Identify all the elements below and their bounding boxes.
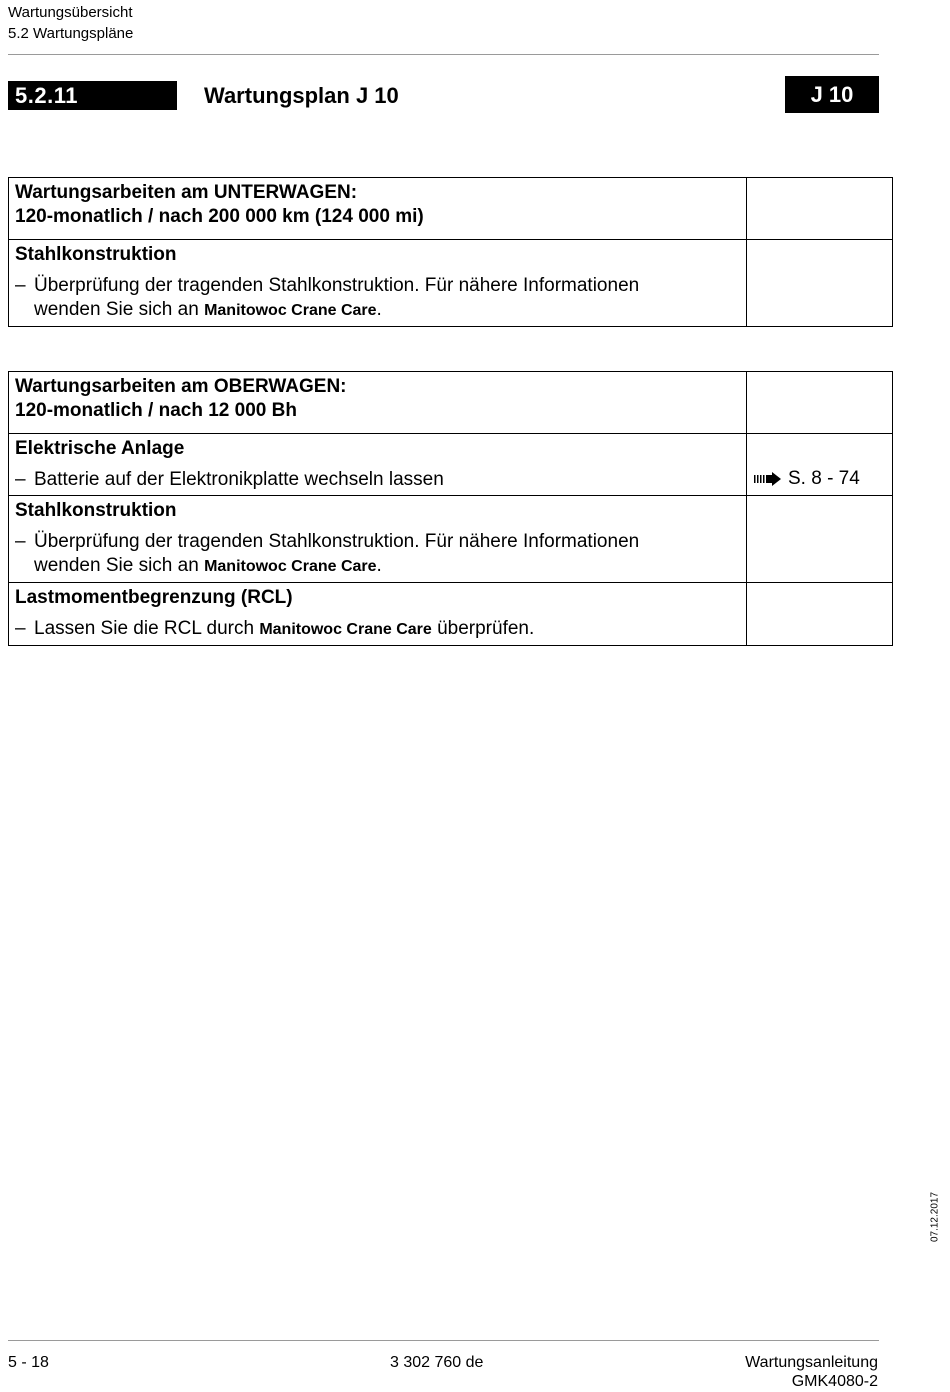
item-text-end: .: [376, 555, 382, 576]
footer-model: GMK4080-2: [791, 1373, 878, 1390]
table-row: [9, 496, 893, 583]
maintenance-table-unterwagen: [8, 177, 893, 327]
maintenance-table-oberwagen: [8, 371, 893, 646]
list-item: [15, 530, 740, 579]
group-cell: [9, 434, 747, 496]
item-text-line2: wenden Sie sich an: [34, 555, 205, 576]
reference-cell: [747, 372, 893, 434]
list-dash: –: [15, 531, 26, 552]
table-heading-line1: Wartungsarbeiten am OBERWAGEN:: [15, 376, 347, 397]
table-heading-line2: 120-monatlich / nach 12 000 Bh: [15, 400, 297, 421]
item-text-end: .: [376, 299, 382, 320]
side-date-text: 07.12.2017: [929, 1191, 941, 1243]
section-number: 5.2.11: [8, 81, 177, 110]
list-item-text: Batterie auf der Elektronikplatte wechseln lassen: [34, 469, 444, 490]
group-cell: [9, 240, 747, 327]
table-heading-row: [9, 178, 893, 240]
item-text-start: Lassen Sie die RCL durch: [34, 618, 260, 639]
group-title: Stahlkonstruktion: [15, 244, 177, 265]
page-reference[interactable]: [747, 467, 892, 491]
list-item-text: [34, 274, 639, 323]
running-header-chapter: Wartungsübersicht: [8, 4, 133, 21]
table-heading-line2: 120-monatlich / nach 200 000 km (124 000 mi): [15, 206, 424, 227]
reference-cell: [747, 434, 893, 496]
reference-cell: [747, 496, 893, 583]
group-cell: [9, 496, 747, 583]
list-dash: –: [15, 275, 26, 296]
arrow-right-icon: [754, 472, 782, 486]
page-reference-text: S. 8 - 74: [788, 468, 860, 489]
table-heading-line1: Wartungsarbeiten am UNTERWAGEN:: [15, 182, 358, 203]
list-item: [15, 274, 740, 323]
table-row: [9, 240, 893, 327]
group-cell: [9, 583, 747, 646]
footer-page-number: 5 - 18: [8, 1354, 49, 1371]
table-heading-cell: [9, 178, 747, 240]
reference-cell: [747, 178, 893, 240]
table-row: [9, 434, 893, 496]
list-item-text: [34, 617, 534, 642]
list-dash: –: [15, 469, 26, 490]
list-item-text: [34, 530, 639, 579]
side-date: [918, 1186, 950, 1248]
header-divider: [8, 54, 879, 55]
item-text-line1: Überprüfung der tragenden Stahlkonstruktion. Für nähere Informationen: [34, 531, 640, 552]
group-title: Elektrische Anlage: [15, 438, 185, 459]
item-text-line1: Überprüfung der tragenden Stahlkonstruktion. Für nähere Informationen: [34, 275, 640, 296]
group-title: Stahlkonstruktion: [15, 500, 177, 521]
brand-name: Manitowoc Crane Care: [204, 302, 377, 319]
brand-name: Manitowoc Crane Care: [259, 621, 432, 638]
item-text-line2: wenden Sie sich an: [34, 299, 205, 320]
section-code-badge: J 10: [785, 76, 879, 113]
running-header-section: 5.2 Wartungspläne: [8, 25, 134, 42]
reference-cell: [747, 583, 893, 646]
brand-name: Manitowoc Crane Care: [204, 558, 377, 575]
footer-divider: [8, 1340, 879, 1341]
table-row: [9, 583, 893, 646]
section-title: Wartungsplan J 10: [204, 83, 399, 108]
reference-cell: [747, 240, 893, 327]
list-item: [15, 468, 740, 492]
list-item: [15, 617, 740, 642]
table-heading-row: [9, 372, 893, 434]
footer-doc-number: 3 302 760 de: [390, 1354, 484, 1371]
list-dash: –: [15, 618, 26, 639]
group-title: Lastmomentbegrenzung (RCL): [15, 587, 293, 608]
item-text-end: überprüfen.: [431, 618, 535, 639]
footer-doc-title: Wartungsanleitung: [745, 1354, 878, 1371]
table-heading-cell: [9, 372, 747, 434]
